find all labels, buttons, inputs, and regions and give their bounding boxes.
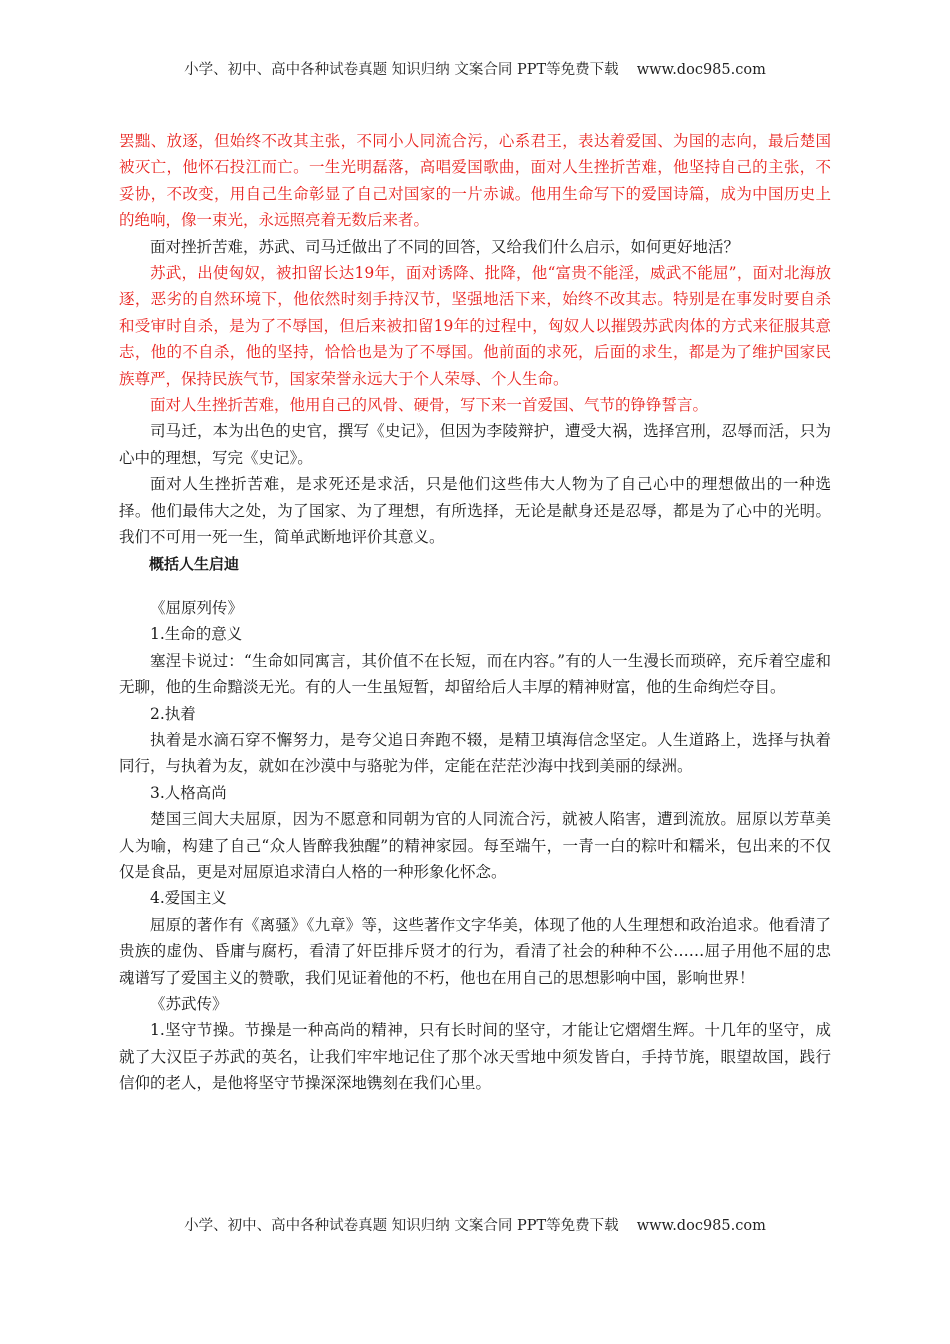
item-body-4: 屈原的著作有《离骚》《九章》等，这些著作文字华美，体现了他的人生理想和政治追求。他看清了贵族的虚伪、昏庸与腐朽，看清了奸臣排斥贤才的行为，看清了社会的种种不公……屈子用他不屈的忠魂谱写了爱国主义的赞歌，我们见证着他的不朽，他也在用自己的思想影响中国，影响世界！	[119, 915, 831, 987]
footer-text: 小学、初中、高中各种试卷真题 知识归纳 文案合同 PPT等免费下载	[184, 1218, 619, 1234]
item-body-2: 执着是水滴石穿不懈努力，是夸父追日奔跑不辍，是精卫填海信念坚定。人生道路上，选择与执着同行，与执着为友，就如在沙漠中与骆驼为伴，定能在茫茫沙海中找到美丽的绿洲。	[119, 730, 831, 776]
footer-url[interactable]: www.doc985.com	[636, 1218, 766, 1234]
item-title-1: 1.生命的意义	[150, 625, 243, 644]
item-title-2: 2.执着	[150, 704, 196, 723]
spacer	[119, 577, 831, 595]
paragraph-suwu: 苏武，出使匈奴，被扣留长达19年，面对诱降、批降，他“富贵不能淫，威武不能屈”，面对北海放逐，恶劣的自然环境下，他依然时刻手持汉节，坚强地活下来，始终不改其志。特别是在事发时要自杀和受审时自杀，是为了不辱国，但后来被扣留19年的过程中，匈奴人以摧毁苏武肉体的方式来征服其意志，他的不自杀，他的坚持，恰恰也是为了不辱国。他前面的求死，后面的求生，都是为了维护国家民族尊严，保持民族气节，国家荣誉永远大于个人荣辱、个人生命。	[119, 264, 831, 388]
header-text: 小学、初中、高中各种试卷真题 知识归纳 文案合同 PPT等免费下载	[184, 62, 619, 78]
subheading-quyuan: 《屈原列传》	[150, 598, 244, 617]
paragraph-choice: 面对人生挫折苦难，是求死还是求活，只是他们这些伟大人物为了自己心中的理想做出的一种选择。他们最伟大之处，为了国家、为了理想，有所选择，无论是献身还是忍辱，都是为了心中的光明。我们不可用一死一生，简单武断地评价其意义。	[119, 475, 831, 547]
suwu-item-1: 1.坚守节操。节操是一种高尚的精神，只有长时间的坚守，才能让它熠熠生辉。十几年的坚守，成就了大汉臣子苏武的英名，让我们牢牢地记住了那个冰天雪地中须发皆白，手持节旄，眼望故国，践行信仰的老人，是他将坚守节操深深地镌刻在我们心里。	[119, 1021, 831, 1093]
paragraph-suwu-conclusion: 面对人生挫折苦难，他用自己的风骨、硬骨，写下来一首爱国、气节的铮铮誓言。	[150, 396, 709, 415]
item-body-1: 塞涅卡说过：“生命如同寓言，其价值不在长短，而在内容。”有的人一生漫长而琐碎，充斥着空虚和无聊，他的生命黯淡无光。有的人一生虽短暂，却留给后人丰厚的精神财富，他的生命绚烂夺目。	[119, 651, 831, 697]
header-url[interactable]: www.doc985.com	[636, 62, 766, 78]
paragraph-question: 面对挫折苦难，苏武、司马迁做出了不同的回答，又给我们什么启示，如何更好地活？	[150, 237, 740, 256]
subheading-suwu: 《苏武传》	[150, 995, 228, 1013]
document-body	[119, 128, 831, 1097]
page-header	[0, 58, 950, 79]
item-body-3: 楚国三闾大夫屈原，因为不愿意和同朝为官的人同流合污，就被人陷害，遭到流放。屈原以芳草美人为喻，构建了自己“众人皆醉我独醒”的精神家园。每至端午，一青一白的粽叶和糯米，包出来的不仅仅是食品，更是对屈原追求清白人格的一种形象化怀念。	[119, 810, 831, 881]
section-heading: 概括人生启迪	[149, 554, 240, 573]
item-title-3: 3.人格高尚	[150, 783, 227, 802]
paragraph-simaqian: 司马迁，本为出色的史官，撰写《史记》，但因为李陵辩护，遭受大祸，选择宫刑，忍辱而活，只为心中的理想，写完《史记》。	[119, 422, 831, 467]
paragraph-quyuan-summary: 罢黜、放逐，但始终不改其主张，不同小人同流合污，心系君王，表达着爱国、为国的志向，最后楚国被灭亡，他怀石投江而亡。一生光明磊落，高唱爱国歌曲，面对人生挫折苦难，他坚持自己的主张，不妥协，不改变，用自己生命彰显了自己对国家的一片赤诚。他用生命写下的爱国诗篇，成为中国历史上的绝响，像一束光，永远照亮着无数后来者。	[119, 132, 831, 230]
page-footer	[0, 1214, 950, 1235]
item-title-4: 4.爱国主义	[150, 889, 227, 908]
